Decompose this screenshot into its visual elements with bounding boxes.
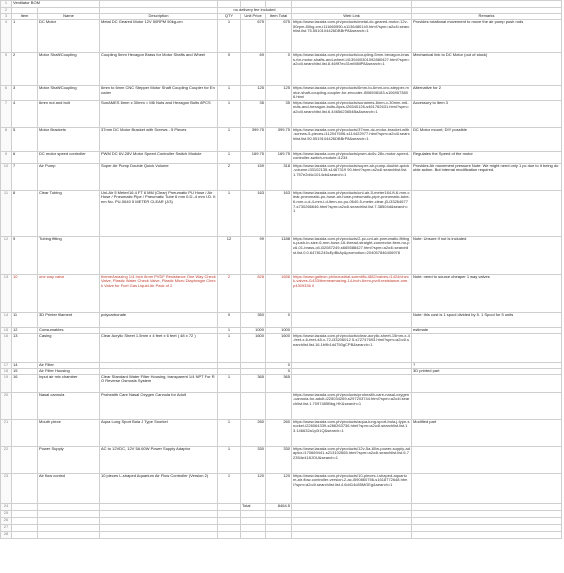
item-total-cell[interactable]: 0 bbox=[266, 362, 292, 368]
table-row bbox=[1, 374, 562, 392]
sheet-title[interactable]: Ventilator BOM bbox=[12, 1, 100, 8]
web-link-cell[interactable] bbox=[292, 312, 412, 327]
qty-cell[interactable]: 2 bbox=[218, 163, 241, 190]
unit-price-cell[interactable]: 35 bbox=[241, 100, 266, 127]
table-row bbox=[1, 333, 562, 362]
item-cell[interactable]: 5 bbox=[12, 127, 38, 151]
qty-cell[interactable]: 1 bbox=[218, 473, 241, 503]
unit-price-cell[interactable]: 159 bbox=[241, 163, 266, 190]
table-row bbox=[1, 86, 562, 101]
item-total-cell[interactable]: 330 bbox=[266, 446, 292, 473]
remarks-cell[interactable] bbox=[412, 333, 562, 362]
item-cell[interactable]: 6 bbox=[12, 151, 38, 163]
row-number: 3 bbox=[1, 14, 12, 20]
empty-row bbox=[1, 510, 562, 517]
description-cell[interactable]: PWM DC 6V-28V Motor Speed Controller Switch Module bbox=[100, 151, 218, 163]
description-cell[interactable]: 37mm DC Motor Bracket with Screws - 5 Pieces bbox=[100, 127, 218, 151]
header-name[interactable]: Name bbox=[38, 14, 100, 20]
item-cell[interactable]: 7 bbox=[12, 163, 38, 190]
unit-price-cell[interactable]: 120 bbox=[241, 473, 266, 503]
item-cell[interactable] bbox=[12, 473, 38, 503]
unit-price-cell[interactable]: 1600 bbox=[241, 333, 266, 362]
web-link-cell[interactable]: https://www.lazada.com.ph/products/10-pieces-l-shaped-aquarium-air-flow-controller-version-2-ac-i590860756-s1618772648.html?spm=a2o4l.searchlist.list.4.6d414c85MGEg&search=1 bbox=[292, 473, 412, 503]
remarks-cell[interactable]: Note: this cost is 1 spool divided by 5. 1 Spool for 5 units bbox=[412, 312, 562, 327]
row-number: 22 bbox=[1, 446, 12, 473]
row-number: 4 bbox=[1, 20, 12, 53]
description-cell[interactable]: Aqua Lung Sport Bula J Type Snorkel bbox=[100, 419, 218, 446]
web-link-cell[interactable]: https://www.lazada.com.ph/products/12v-5a-60w-power-supply-adaptor-i170669441-s213102665.html?spm=a2o4l.searchlist.list.6.72354e418JOU&search=1 bbox=[292, 446, 412, 473]
total-label[interactable]: Total bbox=[241, 503, 266, 510]
header-item[interactable]: Item bbox=[12, 14, 38, 20]
item-total-cell[interactable]: 1600 bbox=[266, 333, 292, 362]
item-total-cell[interactable]: 1656 bbox=[266, 274, 292, 312]
web-link-cell[interactable] bbox=[292, 374, 412, 392]
header-web-link[interactable]: Web Link bbox=[292, 14, 412, 20]
name-cell[interactable]: Air Filter bbox=[38, 362, 100, 368]
description-cell[interactable]: 10 pieces L-shaped Aquarium Air Flow Controller (Version 2) bbox=[100, 473, 218, 503]
qty-cell[interactable] bbox=[218, 392, 241, 419]
row-number: 15 bbox=[1, 327, 12, 333]
web-link-cell[interactable]: https://www.lazada.com.ph/products/uni-air-5-meter164-ft-6-mm-clear-pneumatic-pu-hose-air-hose-pneumatic-pipe-pneumatic-tube-6-mm-o-d-4-mm-i-d-item-no-pu-0640-5-meter-clear-j3-i332646777-s730266646.html?spm=a2o4l.searchlist.list.7.38504d&search=1 bbox=[292, 190, 412, 236]
description-cell[interactable]: AC to 12VDC, 12V 5A 60W Power Supply Adaptor bbox=[100, 446, 218, 473]
unit-price-cell[interactable]: 350 bbox=[241, 312, 266, 327]
description-cell[interactable] bbox=[100, 236, 218, 274]
item-total-cell[interactable]: 0 bbox=[266, 312, 292, 327]
description-cell[interactable]: Super Air Pump Double Quick Volume bbox=[100, 163, 218, 190]
unit-price-cell[interactable] bbox=[241, 392, 266, 419]
description-cell[interactable]: SunAMES 6mm x 30mm = M6 Nuts and Hexagon Bolts 8PCS bbox=[100, 100, 218, 127]
item-total-cell[interactable]: 318 bbox=[266, 163, 292, 190]
item-total-cell[interactable]: 163 bbox=[266, 190, 292, 236]
row-number: 8 bbox=[1, 127, 12, 151]
table-row bbox=[1, 163, 562, 190]
row-number: 11 bbox=[1, 190, 12, 236]
description-cell[interactable]: Uni-Air 5 Meter/16.4 FT 6 MM (Clear) Pneumatic PU Hose / Air Hose / Pneumatic Pipe / Pneumatic Tube 6 mm 0.D.-4 mm I.D. Item No. PU-0640 5 METER CLEAR (J/3) bbox=[100, 190, 218, 236]
unit-price-cell[interactable]: 260 bbox=[241, 419, 266, 446]
unit-price-cell[interactable]: 399.75 bbox=[241, 127, 266, 151]
unit-price-cell[interactable]: 169.75 bbox=[241, 151, 266, 163]
item-cell[interactable]: 13 bbox=[12, 333, 38, 362]
item-total-cell[interactable]: 1188 bbox=[266, 236, 292, 274]
total-value[interactable]: 8464.5 bbox=[266, 503, 292, 510]
name-cell[interactable]: Air Pump bbox=[38, 163, 100, 190]
row-number: 7 bbox=[1, 100, 12, 127]
name-cell[interactable]: Air Filter Housing bbox=[38, 368, 100, 374]
row-number: 21 bbox=[1, 419, 12, 446]
item-cell[interactable]: 1 bbox=[12, 20, 38, 53]
row-number: 5 bbox=[1, 53, 12, 86]
row-number: 17 bbox=[1, 362, 12, 368]
item-cell[interactable]: 10 bbox=[12, 274, 38, 312]
row-number: 12 bbox=[1, 236, 12, 274]
qty-cell[interactable]: 1 bbox=[218, 20, 241, 53]
web-link-cell[interactable]: https://www.lazada.com.ph/products/coupling-5mm-hexagon-brass-for-motor-shafts-and-wheel-i4139400301092880427.html?spm=a2o4l.searchlist.list.8.469f7ec31mM8ilP8&search=1 bbox=[292, 53, 412, 86]
item-cell[interactable]: 16 bbox=[12, 374, 38, 392]
item-cell[interactable]: 12 bbox=[12, 327, 38, 333]
row-number: 27 bbox=[1, 524, 12, 531]
qty-cell[interactable]: 1 bbox=[218, 100, 241, 127]
web-link-cell[interactable]: https://www.lazada.com.ph/products/pwm-dc6v-28v-motor-speed-controller-switch-module-i1234 bbox=[292, 151, 412, 163]
table-row bbox=[1, 312, 562, 327]
qty-cell[interactable]: 0 bbox=[218, 312, 241, 327]
remarks-cell[interactable] bbox=[412, 374, 562, 392]
name-cell[interactable]: 3D Printer filament bbox=[38, 312, 100, 327]
item-cell[interactable]: 4 bbox=[12, 100, 38, 127]
name-cell[interactable]: one way valve bbox=[38, 274, 100, 312]
qty-cell[interactable]: 1 bbox=[218, 419, 241, 446]
total-row bbox=[1, 503, 562, 510]
qty-cell[interactable]: 12 bbox=[218, 236, 241, 274]
name-cell[interactable]: Nasal cannula bbox=[38, 392, 100, 419]
row-number: 19 bbox=[1, 374, 12, 392]
web-link-cell[interactable]: https://www.lazada.com.ph/products/aqua-lung-sport-bula-j-type-snorkel-i226064339-s266263736.html?spm=a2o4l.searchlist.list.13.146632a1y0i1Q&search=1 bbox=[292, 419, 412, 446]
remarks-cell[interactable]: ? bbox=[412, 362, 562, 368]
item-total-cell[interactable]: 125 bbox=[266, 86, 292, 101]
table-row bbox=[1, 190, 562, 236]
header-qty[interactable]: QTY bbox=[218, 14, 241, 20]
name-cell[interactable]: Casing bbox=[38, 333, 100, 362]
item-total-cell[interactable]: 260 bbox=[266, 419, 292, 446]
remarks-cell[interactable]: Note: Unsure if nut is included bbox=[412, 236, 562, 274]
item-cell[interactable]: 2 bbox=[12, 53, 38, 86]
web-link-cell[interactable]: https://www.lazada.com.ph/products/prohealth-care-nasal-oxygen-cannula-for-adult-i225034269-s297203744.html?spm=a2o4l.searchlist.list.1.7097485Bbg,HK&search=1 bbox=[292, 392, 412, 419]
table-row bbox=[1, 151, 562, 163]
table-row bbox=[1, 236, 562, 274]
row-number: 20 bbox=[1, 392, 12, 419]
remarks-cell[interactable] bbox=[412, 446, 562, 473]
name-cell[interactable]: 6mm nut and bolt bbox=[38, 100, 100, 127]
item-cell[interactable] bbox=[12, 446, 38, 473]
qty-cell[interactable]: 1 bbox=[218, 446, 241, 473]
name-cell[interactable]: DC Motor bbox=[38, 20, 100, 53]
unit-price-cell[interactable]: 69 bbox=[241, 53, 266, 86]
item-cell[interactable]: 15 bbox=[12, 368, 38, 374]
qty-cell[interactable]: 1 bbox=[218, 127, 241, 151]
remarks-cell[interactable]: Accessory to item 3 bbox=[412, 100, 562, 127]
web-link-cell[interactable]: https://www.lazada.com.ph/products/metal-dc-geared-motor-12v-50rpm-50kg-cm-i111660590-s1136480140.html?spm=a2o4l.searchlist.list.75.5510104426DBBrP8&search=1 bbox=[292, 20, 412, 53]
remarks-cell[interactable]: Mechanical link to DC Motor (out of stock) bbox=[412, 53, 562, 86]
header-unit-price[interactable]: Unit Price bbox=[241, 14, 266, 20]
row-number: 13 bbox=[1, 274, 12, 312]
name-cell[interactable]: Air flow control bbox=[38, 473, 100, 503]
unit-price-cell[interactable]: 1000 bbox=[241, 327, 266, 333]
description-cell[interactable]: Prohealth Care Nasal Oxygen Cannula for Adult bbox=[100, 392, 218, 419]
name-cell[interactable]: Clear Tubing bbox=[38, 190, 100, 236]
row-number: 24 bbox=[1, 503, 12, 510]
name-cell[interactable]: Motor Brackets bbox=[38, 127, 100, 151]
web-link-cell[interactable]: https://www.lazada.com.ph/products/clear-acrylic-sheet-15mm-x-4-feet-x-6-feet-48-x-72-i33206012 5-s72747693.html?spm=a2o4l.searchlist.list.16.1b9b1d4750gCPB&search=1 bbox=[292, 333, 412, 362]
name-cell[interactable]: Mouth piece bbox=[38, 419, 100, 446]
name-cell[interactable]: DC motor speed controller bbox=[38, 151, 100, 163]
header-remarks[interactable]: Remarks bbox=[412, 14, 562, 20]
description-cell[interactable]: Coupling 5mm Hexagon Brass for Motor Shafts and Wheel bbox=[100, 53, 218, 86]
row-number: 25 bbox=[1, 510, 12, 517]
remarks-cell[interactable]: Alternative for 2 bbox=[412, 86, 562, 101]
web-link-cell[interactable]: https://www.galleon.ph/industrial-scientific-i882/valves-i1424/check-valves-i1433/themeamazing-14-inch-6mm-pvdf-resistance-one-p4309336 0 bbox=[292, 274, 412, 312]
qty-cell[interactable]: 1 bbox=[218, 86, 241, 101]
name-cell[interactable]: Input air mix chamber bbox=[38, 374, 100, 392]
table-row bbox=[1, 127, 562, 151]
table-row bbox=[1, 53, 562, 86]
row-number: 28 bbox=[1, 531, 12, 538]
item-cell[interactable] bbox=[12, 392, 38, 419]
remarks-cell[interactable]: estimate bbox=[412, 327, 562, 333]
qty-cell[interactable]: 1 bbox=[218, 151, 241, 163]
description-cell[interactable]: 6mm to 6mm CNC Stepper Motor Shaft Coupling Coupler for Encoder bbox=[100, 86, 218, 101]
unit-price-cell[interactable]: 330 bbox=[241, 446, 266, 473]
remarks-cell[interactable]: Note: need to source cheaper 1 way valves bbox=[412, 274, 562, 312]
table-row bbox=[1, 100, 562, 127]
qty-cell[interactable]: 1 bbox=[218, 327, 241, 333]
remarks-cell[interactable]: Provides Air movement pressure Note: We might need only 1 pc due to it being double action. But internal modification required. bbox=[412, 163, 562, 190]
name-cell[interactable]: Consumables bbox=[38, 327, 100, 333]
remarks-cell[interactable]: Regulates the Speed of the motor bbox=[412, 151, 562, 163]
item-cell[interactable]: 14 bbox=[12, 362, 38, 368]
item-cell[interactable]: 8 bbox=[12, 190, 38, 236]
qty-cell[interactable]: 2 bbox=[218, 274, 241, 312]
remarks-cell[interactable]: DC Motor mount; DIY possible bbox=[412, 127, 562, 151]
header-item-total[interactable]: Item Total bbox=[266, 14, 292, 20]
name-cell[interactable]: Motor Shaft/Coupling bbox=[38, 53, 100, 86]
header-description[interactable]: Description bbox=[100, 14, 218, 20]
item-total-cell[interactable]: 0 bbox=[266, 368, 292, 374]
name-cell[interactable]: Tubing fitting bbox=[38, 236, 100, 274]
item-total-cell[interactable]: 1000 bbox=[266, 327, 292, 333]
item-cell[interactable]: 11 bbox=[12, 312, 38, 327]
qty-cell[interactable]: 1 bbox=[218, 190, 241, 236]
remarks-cell[interactable] bbox=[412, 473, 562, 503]
row-number: 18 bbox=[1, 368, 12, 374]
unit-price-cell[interactable]: 675 bbox=[241, 20, 266, 53]
item-total-cell[interactable]: 169.75 bbox=[266, 151, 292, 163]
item-total-cell[interactable] bbox=[266, 392, 292, 419]
remarks-cell[interactable]: Modified part bbox=[412, 419, 562, 446]
web-link-cell[interactable]: https://www.lazada.com.ph/products/super-air-pump-double-quick-volume-i33102135-s1467319 90.html?spm=a2o4l.searchlist.list.1.757e2d4c1014cb&search=1 bbox=[292, 163, 412, 190]
empty-row bbox=[1, 531, 562, 538]
row-number: 1 bbox=[1, 1, 12, 8]
web-link-cell[interactable]: https://www.lazada.com.ph/products/2-pc-uni-air-pneumatic-fittings-push-in-size-6-mm-hose-16-thread-straight-connector-item-no-pc6-01-brass-oil-i32087249-s665588427.html?spm=a2o4l.searchlist.list.0.0.64781245cEpBkAy&promotion=204057846406978 bbox=[292, 236, 412, 274]
qty-cell[interactable]: 0 bbox=[218, 53, 241, 86]
description-cell[interactable]: themeAmazing 1/4 Inch 6mm PVDF Resistance One Way Check Valve, Plastic Water Check Valve, Plastic Micro Diaphragm Check Valve for Fuel Gas Liquid Air Pack of 2 bbox=[100, 274, 218, 312]
row-number: 23 bbox=[1, 473, 12, 503]
fee-note[interactable]: no delivery fee included bbox=[218, 8, 292, 14]
row-number: 14 bbox=[1, 312, 12, 327]
item-cell[interactable]: 3 bbox=[12, 86, 38, 101]
item-total-cell[interactable]: 399.75 bbox=[266, 127, 292, 151]
web-link-cell[interactable]: https://www.lazada.com.ph/products/6mm-to-6mm-cnc-stepper-motor-shaft-coupling-coupler-for-encoder-i506598183-s1069573806.html bbox=[292, 86, 412, 101]
table-row bbox=[1, 20, 562, 53]
item-total-cell[interactable]: 675 bbox=[266, 20, 292, 53]
row-number: 6 bbox=[1, 86, 12, 101]
row-number: 2 bbox=[1, 8, 12, 14]
item-cell[interactable] bbox=[12, 419, 38, 446]
unit-price-cell[interactable]: 125 bbox=[241, 86, 266, 101]
description-cell[interactable]: Clear Acrylic Sheet 1.5mm x 4 feet x 6 feet ( 48 x 72 ) bbox=[100, 333, 218, 362]
remarks-cell[interactable]: Provides rotational movement to move the air pump push rods bbox=[412, 20, 562, 53]
remarks-cell[interactable]: 3D printed part bbox=[412, 368, 562, 374]
name-cell[interactable]: Power Supply bbox=[38, 446, 100, 473]
qty-cell[interactable]: 1 bbox=[218, 333, 241, 362]
remarks-cell[interactable] bbox=[412, 190, 562, 236]
table-row bbox=[1, 392, 562, 419]
unit-price-cell[interactable]: 163 bbox=[241, 190, 266, 236]
unit-price-cell[interactable]: 365 bbox=[241, 374, 266, 392]
empty-row bbox=[1, 517, 562, 524]
qty-cell[interactable]: 1 bbox=[218, 374, 241, 392]
web-link-cell[interactable]: https://www.lazada.com.ph/products/sunames-6mm-x-30mm-m6-nuts-and-hexagon-bolts-8pcs-i26540126-s461762631.html?spm=a2o4l.searchlist.list.6.4465623654Ba&search=1 bbox=[292, 100, 412, 127]
description-cell[interactable]: Clear Standard Water Filter Housing, transparent 1/4 NPT For RO Reverse Osmosis System bbox=[100, 374, 218, 392]
table-row bbox=[1, 419, 562, 446]
row-number: 26 bbox=[1, 517, 12, 524]
item-total-cell[interactable]: 35 bbox=[266, 100, 292, 127]
empty-row bbox=[1, 524, 562, 531]
row-number: 16 bbox=[1, 333, 12, 362]
description-cell[interactable]: polycarbonate bbox=[100, 312, 218, 327]
name-cell[interactable]: Motor Shaft/Coupling bbox=[38, 86, 100, 101]
web-link-cell[interactable]: https://www.lazada.com.ph/products/37mm-dc-motor-bracket-with-screws-5-pieces-i112047696-s114422977.html?spm=a2o4l.searchlist.list.50.5519104426DBBrP8&search=1 bbox=[292, 127, 412, 151]
unit-price-cell[interactable]: 828 bbox=[241, 274, 266, 312]
table-row bbox=[1, 274, 562, 312]
item-total-cell[interactable]: 365 bbox=[266, 374, 292, 392]
remarks-cell[interactable] bbox=[412, 392, 562, 419]
unit-price-cell[interactable]: 99 bbox=[241, 236, 266, 274]
item-total-cell[interactable]: 0 bbox=[266, 53, 292, 86]
row-number: 10 bbox=[1, 163, 12, 190]
row-number: 9 bbox=[1, 151, 12, 163]
description-cell[interactable]: Metal DC Geared Motor 12V 50RPM 50kg-cm bbox=[100, 20, 218, 53]
item-total-cell[interactable]: 120 bbox=[266, 473, 292, 503]
table-row bbox=[1, 473, 562, 503]
item-cell[interactable]: 9 bbox=[12, 236, 38, 274]
table-row bbox=[1, 446, 562, 473]
